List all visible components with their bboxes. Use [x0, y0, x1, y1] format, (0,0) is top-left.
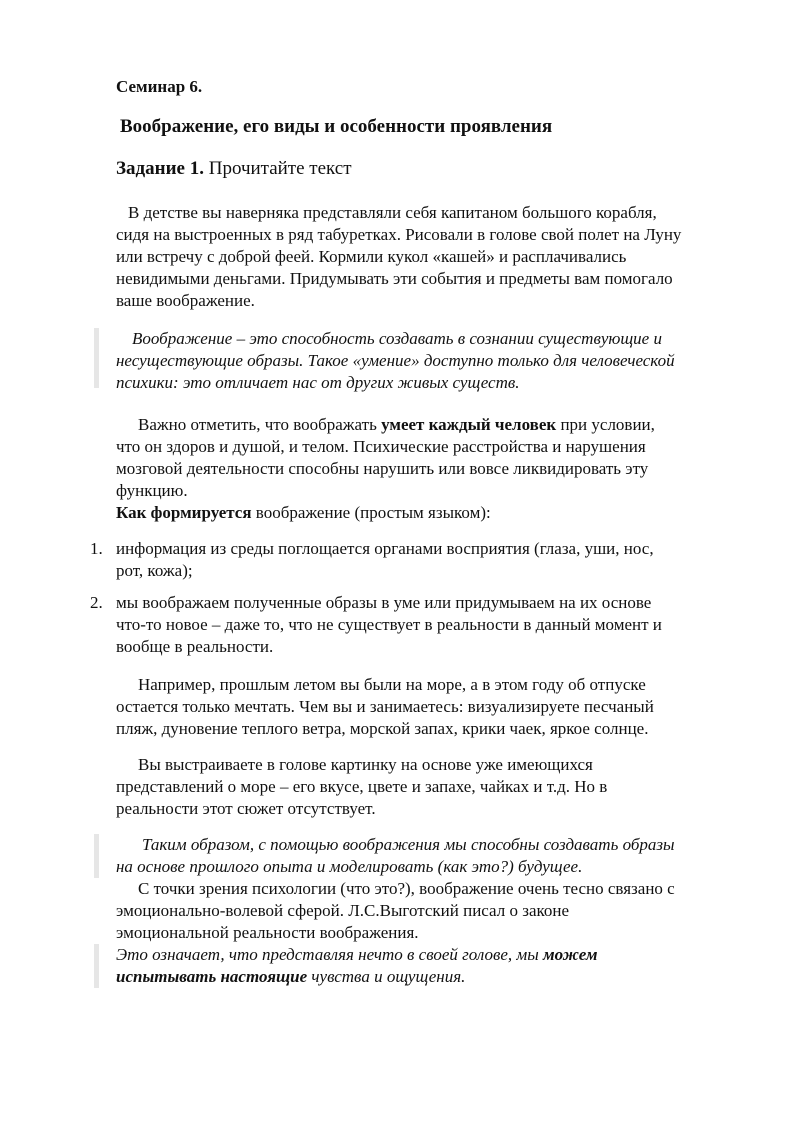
quote-bold-text: испытывать настоящие [116, 967, 308, 986]
list-number: 1. [90, 539, 103, 558]
important-text-end: при условии, [556, 415, 655, 434]
quote-bar [94, 328, 99, 388]
important-line: что он здоров и душой, и телом. Психические расстройства и нарушения [116, 437, 646, 456]
intro-paragraph [116, 202, 756, 312]
document-title: Воображение, его виды и особенности проявления [120, 116, 553, 137]
example-line: остается только мечтать. Чем вы и занимаетесь: визуализируете песчаный [116, 697, 654, 716]
task-text: Прочитайте текст [203, 158, 352, 179]
quote-line: психики: это отличает нас от других живых существ. [116, 373, 520, 392]
quote-line: на основе прошлого опыта и моделировать (как это?) будущее. [116, 857, 583, 876]
how-formed-bold: Как формируется [116, 503, 252, 522]
task-label: Задание 1. [116, 158, 204, 179]
important-first-line [116, 414, 756, 436]
picture-line: реальности этот сюжет отсутствует. [116, 799, 376, 818]
important-bold-text: умеет каждый человек [381, 415, 557, 434]
list-item-line: информация из среды поглощается органами восприятия (глаза, уши, нос, [116, 539, 654, 558]
list-item [116, 538, 756, 582]
intro-line: сидя на выстроенных в ряд табуретках. Рисовали в голове свой полет на Луну [116, 225, 682, 244]
psychology-line: эмоциональной реальности воображения. [116, 923, 419, 942]
quote-bar [94, 944, 99, 988]
quote-line: Воображение – это способность создавать в сознании существующие и [132, 329, 662, 348]
important-paragraph [116, 414, 756, 524]
quote-text: Это означает, что представляя нечто в своей голове, мы [116, 945, 544, 964]
psychology-line: С точки зрения психологии (что это?), воображение очень тесно связано с [138, 879, 675, 898]
quote-line: несуществующие образы. Такое «умение» доступно только для человеческой [116, 351, 675, 370]
psychology-line: эмоционально-волевой сферой. Л.С.Выготский писал о законе [116, 901, 570, 920]
quote-line [116, 966, 756, 988]
intro-line: или встречу с доброй феей. Кормили кукол «кашей» и расплачивались [116, 247, 627, 266]
task-heading [116, 158, 352, 180]
psychology-paragraph [116, 878, 756, 944]
quote-bar [94, 834, 99, 878]
list-number: 2. [90, 593, 103, 612]
intro-line: В детстве вы наверняка представляли себя капитаном большого корабля, [128, 203, 657, 222]
how-formed-text: воображение (простым языком): [251, 503, 491, 522]
important-line: функцию. [116, 481, 188, 500]
quote-text: чувства и ощущения. [307, 967, 466, 986]
list-item-line: рот, кожа); [116, 561, 193, 580]
definition-quote [116, 328, 756, 394]
intro-line: ваше воображение. [116, 291, 255, 310]
important-line: мозговой деятельности способны нарушить или вовсе ликвидировать эту [116, 459, 649, 478]
list-item [116, 592, 756, 658]
picture-line: представлений о море – его вкусе, цвете и запахе, чайках и т.д. Но в [116, 777, 608, 796]
list-item-line: что-то новое – даже то, что не существует в реальности в данный момент и [116, 615, 662, 634]
list-item-line: мы воображаем полученные образы в уме или придумываем на их основе [116, 593, 652, 612]
intro-line: невидимыми деньгами. Придумывать эти события и предметы вам помогало [116, 269, 673, 288]
picture-line: Вы выстраиваете в голове картинку на основе уже имеющихся [138, 755, 593, 774]
example-line: пляж, дуновение теплого ветра, морской запах, крики чаек, яркое солнце. [116, 719, 649, 738]
seminar-heading: Семинар 6. [116, 77, 203, 96]
meaning-quote [116, 944, 756, 988]
how-formed-line [116, 502, 756, 524]
example-paragraph [116, 674, 756, 740]
example-line: Например, прошлым летом вы были на море, а в этом году об отпуске [138, 675, 646, 694]
conclusion-quote [116, 834, 756, 878]
picture-paragraph [116, 754, 756, 820]
important-text: Важно отметить, что воображать [138, 415, 382, 434]
quote-line [116, 944, 756, 966]
list-item-line: вообще в реальности. [116, 637, 274, 656]
quote-bold-text: можем [543, 945, 598, 964]
quote-line: Таким образом, с помощью воображения мы способны создавать образы [142, 835, 675, 854]
